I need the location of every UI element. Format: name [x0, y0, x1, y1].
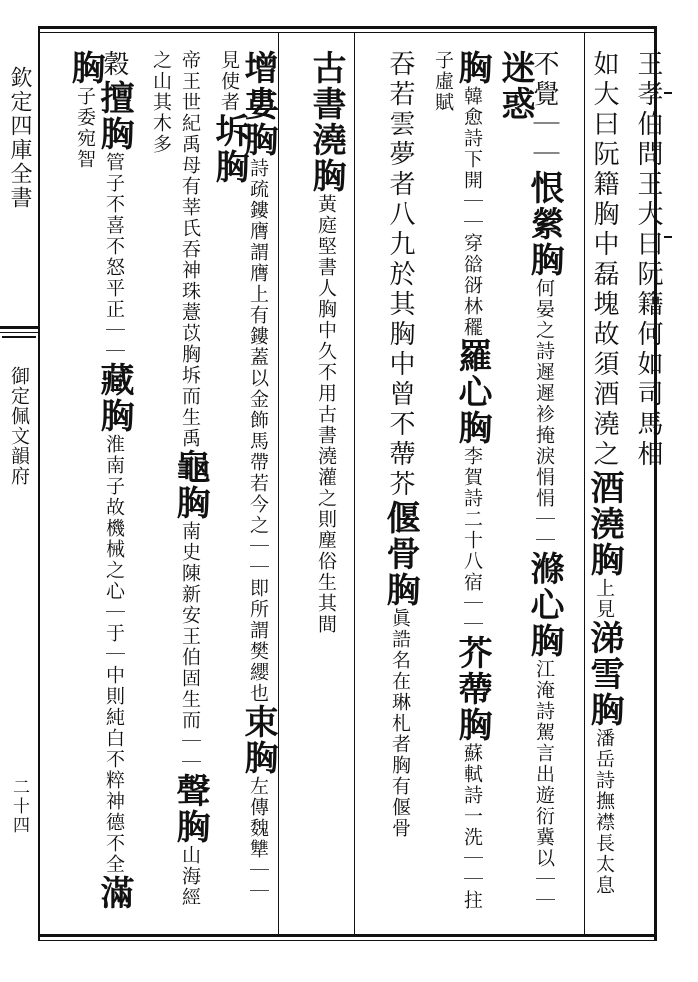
entry-text: 不覺｜｜ — [529, 50, 559, 170]
entry-text: 穀 — [99, 50, 129, 80]
entry-headword: 胸 — [452, 50, 492, 86]
text-column-3 — [495, 50, 564, 920]
entry-headword: 恨縈胸 — [524, 170, 564, 278]
text-column-7 — [209, 50, 278, 920]
entry-headword: 龜胸 — [170, 449, 210, 521]
text-column-9 — [65, 50, 134, 920]
entry-headword: 芥蔕胸 — [452, 635, 492, 743]
text-column-6 — [282, 50, 346, 920]
entry-citation: 李賀詩二十八宿｜｜ — [461, 446, 483, 635]
entry-headword: 涕雪胸 — [584, 620, 624, 728]
entry-headword: 羅心胸 — [452, 338, 492, 446]
entry-citation: 詩疏鏤膺謂膺上有鏤蓋以金飾馬帶若今之｜｜即所謂樊纓也 — [247, 158, 269, 704]
frame-top-inner-rule — [38, 32, 656, 33]
entry-citation: 山海經之山其木多 — [150, 50, 201, 908]
entry-citation: 潘岳詩撫襟長太息 — [593, 728, 615, 896]
entry-headword: 偃骨胸 — [380, 500, 420, 608]
entry-citation: 左傳魏犨｜｜見使者 — [218, 50, 269, 902]
entry-citation: 淮南子故機械之心｜于｜中則純白不粹神德不全 — [103, 434, 125, 875]
entry-text: 吞若雲夢者八九於其胸中曾不蔕芥 — [385, 50, 415, 500]
spine-collection-title: 欽定四庫全書 — [7, 66, 32, 210]
page-spine — [0, 26, 38, 941]
entry-headword: 束胸 — [238, 704, 278, 776]
column-divider — [278, 32, 279, 934]
text-column-2 — [560, 50, 624, 920]
entry-citation: 蘇軾詩一洗｜｜拄子虛賦 — [432, 50, 483, 911]
entry-headword: 坼胸 — [209, 113, 249, 185]
entry-citation: 黃庭堅書人胸中久不用古書澆灌之則塵俗生其間 — [315, 194, 337, 635]
frame-left-rule — [38, 26, 40, 941]
margin-mark — [664, 236, 672, 238]
entry-headword: 迷惑 — [495, 50, 535, 122]
entry-citation: 子委宛智 — [74, 86, 96, 170]
spine-page-number: 二十四 — [9, 778, 29, 835]
entry-citation: 眞誥名在琳札者胸有偃骨 — [389, 608, 411, 839]
entry-headword: 增婁胸 — [238, 50, 278, 158]
entry-headword: 滌心胸 — [524, 551, 564, 659]
text-column-5 — [356, 50, 420, 920]
entry-text: 王孝伯問王大曰阮籍何如司馬相 — [633, 50, 663, 470]
entry-citation: 管子不喜不怒平正｜｜ — [103, 152, 125, 362]
column-divider — [354, 32, 355, 934]
entry-text: 如大曰阮籍胸中磊塊故須酒澆之 — [589, 50, 619, 470]
fish-tail-mark — [2, 336, 36, 358]
entry-citation: 何晏之詩遲遲袗掩淚悁悁｜｜ — [533, 278, 555, 551]
frame-bottom-rule — [38, 934, 656, 937]
spine-book-title: 御定佩文韻府 — [8, 366, 30, 486]
entry-citation: 上見 — [593, 578, 615, 620]
entry-headword: 擅胸 — [94, 80, 134, 152]
entry-citation: 江淹詩駕言出遊衍冀以｜｜ — [533, 659, 555, 911]
entry-citation: 帝王世紀禹母有莘氏吞神珠薏苡胸坼而生禹 — [179, 50, 201, 449]
margin-mark — [664, 92, 672, 94]
frame-bottom-inner-rule — [38, 940, 656, 941]
entry-headword: 聲胸 — [170, 773, 210, 845]
frame-top-rule — [38, 26, 656, 29]
entry-headword: 滿胸 — [65, 50, 134, 911]
entry-citation: 南史陳新安王伯固生而｜｜ — [179, 521, 201, 773]
entry-citation: 韓愈詩下開｜｜穿谽谺林䆉 — [461, 86, 483, 338]
entry-headword: 古書澆胸 — [306, 50, 346, 194]
text-column-8 — [146, 50, 210, 920]
text-column-4 — [428, 50, 492, 920]
spine-divider — [0, 326, 38, 329]
spine-divider — [0, 332, 38, 333]
entry-headword: 藏胸 — [94, 362, 134, 434]
entry-headword: 酒澆胸 — [584, 470, 624, 578]
